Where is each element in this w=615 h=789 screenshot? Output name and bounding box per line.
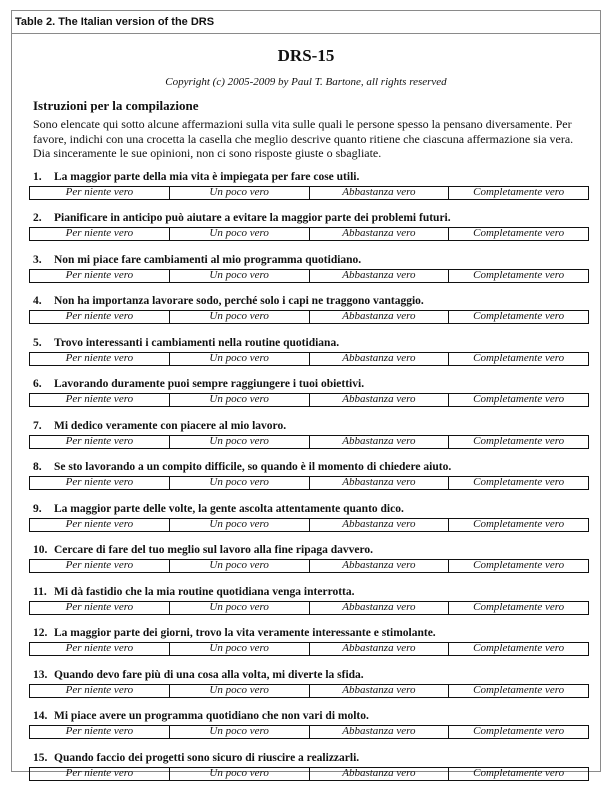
answer-option[interactable]: Abbastanza vero xyxy=(310,477,450,489)
question-number: 15. xyxy=(33,751,54,765)
question-item xyxy=(12,208,600,250)
answer-option[interactable]: Un poco vero xyxy=(170,768,310,780)
answer-options xyxy=(29,227,589,241)
question-number: 8. xyxy=(33,460,54,474)
answer-options xyxy=(29,601,589,615)
answer-option[interactable]: Abbastanza vero xyxy=(310,187,450,199)
answer-option[interactable]: Un poco vero xyxy=(170,477,310,489)
question-label: Mi piace avere un programma quotidiano che non vari di molto. xyxy=(54,710,369,722)
question-text xyxy=(33,585,592,599)
answer-option[interactable]: Abbastanza vero xyxy=(310,768,450,780)
answer-option[interactable]: Abbastanza vero xyxy=(310,643,450,655)
answer-option[interactable]: Completamente vero xyxy=(449,685,588,697)
answer-option[interactable]: Per niente vero xyxy=(30,187,170,199)
question-number: 6. xyxy=(33,377,54,391)
question-label: Se sto lavorando a un compito difficile, so quando è il momento di chiedere aiuto. xyxy=(54,461,451,473)
answer-option[interactable]: Per niente vero xyxy=(30,311,170,323)
answer-option[interactable]: Abbastanza vero xyxy=(310,270,450,282)
answer-option[interactable]: Completamente vero xyxy=(449,228,588,240)
question-number: 3. xyxy=(33,253,54,267)
question-text xyxy=(33,751,592,765)
instructions-text: Sono elencate qui sotto alcune affermazioni sulla vita sulle quali le persone spesso la pensano diversamente. Per favore, indichi con una crocetta la casella che meglio descrive quanto ritiene che ciascuna affermazione sia vera. Dia sinceramente le sue opinioni, non ci sono risposte giuste o sbagliate. xyxy=(33,117,592,161)
question-label: La maggior parte dei giorni, trovo la vita veramente interessante e stimolante. xyxy=(54,627,436,639)
answer-option[interactable]: Completamente vero xyxy=(449,311,588,323)
answer-options xyxy=(29,186,589,200)
answer-option[interactable]: Completamente vero xyxy=(449,643,588,655)
question-item xyxy=(12,706,600,748)
question-number: 7. xyxy=(33,419,54,433)
question-label: Non ha importanza lavorare sodo, perché solo i capi ne traggono vantaggio. xyxy=(54,295,424,307)
answer-option[interactable]: Completamente vero xyxy=(449,726,588,738)
table-caption: Table 2. The Italian version of the DRS xyxy=(12,11,600,34)
answer-option[interactable]: Completamente vero xyxy=(449,602,588,614)
question-label: Quando devo fare più di una cosa alla volta, mi diverte la sfida. xyxy=(54,669,364,681)
question-item xyxy=(12,250,600,292)
answer-option[interactable]: Per niente vero xyxy=(30,519,170,531)
question-number: 5. xyxy=(33,336,54,350)
question-number: 11. xyxy=(33,585,54,599)
question-text xyxy=(33,336,592,350)
question-label: La maggior parte delle volte, la gente ascolta attentamente quanto dico. xyxy=(54,503,404,515)
question-number: 9. xyxy=(33,502,54,516)
answer-option[interactable]: Per niente vero xyxy=(30,685,170,697)
answer-option[interactable]: Abbastanza vero xyxy=(310,228,450,240)
question-text xyxy=(33,253,592,267)
question-label: Cercare di fare del tuo meglio sul lavoro alla fine ripaga davvero. xyxy=(54,544,373,556)
answer-options xyxy=(29,642,589,656)
question-item xyxy=(12,623,600,665)
question-label: Non mi piace fare cambiamenti al mio programma quotidiano. xyxy=(54,254,361,266)
question-number: 2. xyxy=(33,211,54,225)
question-item xyxy=(12,333,600,375)
answer-option[interactable]: Per niente vero xyxy=(30,228,170,240)
answer-option[interactable]: Abbastanza vero xyxy=(310,353,450,365)
answer-option[interactable]: Abbastanza vero xyxy=(310,726,450,738)
answer-options xyxy=(29,393,589,407)
answer-option[interactable]: Completamente vero xyxy=(449,768,588,780)
answer-option[interactable]: Abbastanza vero xyxy=(310,602,450,614)
answer-option[interactable]: Per niente vero xyxy=(30,270,170,282)
answer-options xyxy=(29,476,589,490)
question-text xyxy=(33,211,592,225)
answer-option[interactable]: Un poco vero xyxy=(170,311,310,323)
answer-options xyxy=(29,684,589,698)
questionnaire-title: DRS-15 xyxy=(12,46,600,66)
question-text xyxy=(33,377,592,391)
answer-option[interactable]: Completamente vero xyxy=(449,519,588,531)
question-label: Trovo interessanti i cambiamenti nella routine quotidiana. xyxy=(54,337,339,349)
question-item xyxy=(12,291,600,333)
question-label: La maggior parte della mia vita è impiegata per fare cose utili. xyxy=(54,171,359,183)
question-text xyxy=(33,668,592,682)
answer-option[interactable]: Abbastanza vero xyxy=(310,519,450,531)
question-item xyxy=(12,457,600,499)
answer-option[interactable]: Un poco vero xyxy=(170,228,310,240)
answer-option[interactable]: Per niente vero xyxy=(30,602,170,614)
answer-option[interactable]: Per niente vero xyxy=(30,560,170,572)
answer-option[interactable]: Un poco vero xyxy=(170,394,310,406)
answer-option[interactable]: Completamente vero xyxy=(449,560,588,572)
answer-option[interactable]: Completamente vero xyxy=(449,187,588,199)
question-list xyxy=(12,167,600,789)
answer-option[interactable]: Per niente vero xyxy=(30,643,170,655)
question-item xyxy=(12,499,600,541)
answer-options xyxy=(29,435,589,449)
question-number: 12. xyxy=(33,626,54,640)
copyright-notice: Copyright (c) 2005-2009 by Paul T. Bartone, all rights reserved xyxy=(12,75,600,89)
answer-option[interactable]: Un poco vero xyxy=(170,187,310,199)
answer-option[interactable]: Per niente vero xyxy=(30,726,170,738)
answer-option[interactable]: Abbastanza vero xyxy=(310,560,450,572)
answer-option[interactable]: Per niente vero xyxy=(30,477,170,489)
question-label: Mi dà fastidio che la mia routine quotidiana venga interrotta. xyxy=(54,586,355,598)
answer-option[interactable]: Abbastanza vero xyxy=(310,436,450,448)
question-number: 14. xyxy=(33,709,54,723)
question-text xyxy=(33,294,592,308)
question-label: Lavorando duramente puoi sempre raggiungere i tuoi obiettivi. xyxy=(54,378,364,390)
question-text xyxy=(33,626,592,640)
question-text xyxy=(33,543,592,557)
question-label: Pianificare in anticipo può aiutare a evitare la maggior parte dei problemi futuri. xyxy=(54,212,451,224)
answer-options xyxy=(29,559,589,573)
question-label: Mi dedico veramente con piacere al mio lavoro. xyxy=(54,420,286,432)
question-item xyxy=(12,540,600,582)
answer-option[interactable]: Per niente vero xyxy=(30,768,170,780)
question-item xyxy=(12,416,600,458)
question-number: 1. xyxy=(33,170,54,184)
answer-options xyxy=(29,269,589,283)
answer-option[interactable]: Abbastanza vero xyxy=(310,394,450,406)
answer-option[interactable]: Un poco vero xyxy=(170,726,310,738)
question-text xyxy=(33,460,592,474)
question-item xyxy=(12,582,600,624)
answer-option[interactable]: Completamente vero xyxy=(449,353,588,365)
answer-option[interactable]: Completamente vero xyxy=(449,270,588,282)
question-number: 10. xyxy=(33,543,54,557)
question-item xyxy=(12,748,600,789)
questionnaire xyxy=(12,34,600,771)
answer-option[interactable]: Un poco vero xyxy=(170,519,310,531)
question-label: Quando faccio dei progetti sono sicuro di riuscire a realizzarli. xyxy=(54,752,359,764)
question-item xyxy=(12,167,600,209)
answer-option[interactable]: Abbastanza vero xyxy=(310,311,450,323)
answer-options xyxy=(29,725,589,739)
answer-options xyxy=(29,518,589,532)
answer-option[interactable]: Un poco vero xyxy=(170,436,310,448)
instructions-heading: Istruzioni per la compilazione xyxy=(33,98,600,114)
answer-option[interactable]: Un poco vero xyxy=(170,643,310,655)
answer-option[interactable]: Per niente vero xyxy=(30,436,170,448)
question-text xyxy=(33,419,592,433)
answer-option[interactable]: Un poco vero xyxy=(170,270,310,282)
question-text xyxy=(33,502,592,516)
answer-option[interactable]: Per niente vero xyxy=(30,353,170,365)
answer-option[interactable]: Per niente vero xyxy=(30,394,170,406)
answer-options xyxy=(29,352,589,366)
answer-option[interactable]: Un poco vero xyxy=(170,560,310,572)
question-item xyxy=(12,374,600,416)
question-item xyxy=(12,665,600,707)
question-number: 13. xyxy=(33,668,54,682)
question-number: 4. xyxy=(33,294,54,308)
answer-option[interactable]: Completamente vero xyxy=(449,436,588,448)
answer-option[interactable]: Un poco vero xyxy=(170,353,310,365)
answer-options xyxy=(29,767,589,781)
question-text xyxy=(33,709,592,723)
answer-option[interactable]: Abbastanza vero xyxy=(310,685,450,697)
answer-options xyxy=(29,310,589,324)
answer-option[interactable]: Un poco vero xyxy=(170,602,310,614)
answer-option[interactable]: Completamente vero xyxy=(449,477,588,489)
table-frame xyxy=(11,10,601,772)
question-text xyxy=(33,170,592,184)
answer-option[interactable]: Un poco vero xyxy=(170,685,310,697)
answer-option[interactable]: Completamente vero xyxy=(449,394,588,406)
